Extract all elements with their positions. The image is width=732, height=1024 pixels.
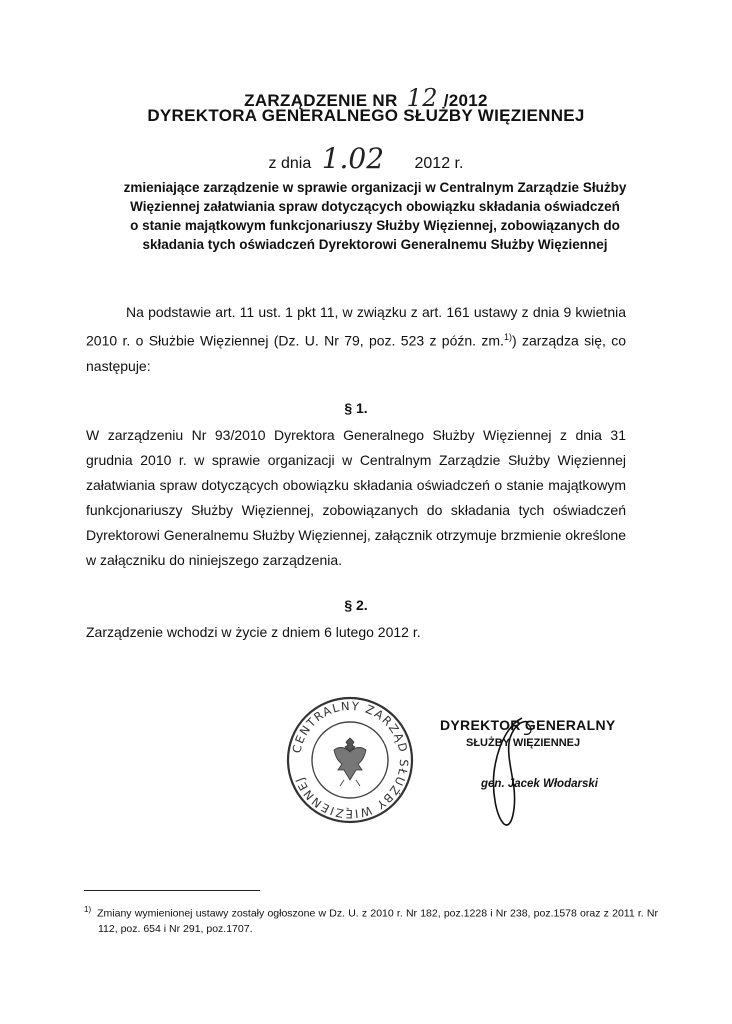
date-prefix: z dnia: [268, 155, 312, 172]
seal-text: CENTRALNY ZARZĄD SŁUŻBY WIĘZIENNEJ: [289, 698, 412, 822]
subject-line: Więziennej załatwiania spraw dotyczących obowiązku składania oświadczeń: [130, 199, 620, 214]
preamble: [86, 300, 626, 379]
footnote-ref: 1): [503, 332, 512, 342]
subject-line: składania tych oświadczeń Dyrektorowi Generalnemu Służby Więziennej: [142, 237, 608, 252]
subject-line: zmieniające zarządzenie w sprawie organizacji w Centralnym Zarządzie Służby: [123, 180, 627, 195]
handwritten-signature: [470, 712, 570, 832]
title-prefix: ZARZĄDZENIE NR: [244, 91, 398, 110]
footnote: [84, 902, 658, 937]
preamble-end: ) zarządza się, co następuje:: [86, 332, 626, 374]
issuer-line: DYREKTORA GENERALNEGO SŁUŻBY WIĘZIENNEJ: [147, 106, 585, 125]
signatory-name: gen. Jacek Włodarski: [481, 778, 598, 790]
title-suffix: /2012: [443, 91, 488, 110]
handwritten-date: 1.02: [321, 142, 385, 175]
date-suffix: 2012 r.: [414, 155, 464, 172]
signature-title-1: DYREKTOR GENERALNY: [440, 717, 616, 733]
preamble-text: Na podstawie art. 11 ust. 1 pkt 11, w związku z art. 161 ustawy z dnia 9 kwietnia 2010 r. o Służbie Więziennej (Dz. U. Nr 79, poz. 523 z późn. zm.: [86, 304, 626, 349]
section-1-heading: § 1.: [344, 400, 368, 416]
section-2-text: Zarządzenie wchodzi w życie z dniem 6 lutego 2012 r.: [86, 624, 421, 640]
official-seal: [284, 694, 416, 826]
signature-title-2: SŁUŻBY WIĘZIENNEJ: [466, 737, 581, 749]
date-line: [0, 142, 732, 175]
subject-line: o stanie majątkowym funkcjonariuszy Służby Więziennej, zobowiązanych do: [130, 218, 620, 233]
section-2-heading: § 2.: [344, 597, 368, 613]
footnote-marker: 1): [84, 905, 92, 914]
footnote-separator: [84, 890, 260, 891]
footnote-text: Zmiany wymienionej ustawy zostały ogłoszone w Dz. U. z 2010 r. Nr 182, poz.1228 i Nr 238, poz.1578 oraz z 2011 r. Nr 112, poz. 654 i Nr 291, poz.1707.: [97, 907, 658, 935]
handwritten-number: 12: [406, 84, 438, 112]
eagle-emblem-icon: [334, 738, 366, 786]
subject-block: [80, 178, 670, 254]
section-1-text: W zarządzeniu Nr 93/2010 Dyrektora Generalnego Służby Więziennej z dnia 31 grudnia 2010 r. w sprawie organizacji w Centralnym Zarządzie Służby Więziennej załatwiania spraw dotyczących obowiązku składania oświadczeń o stanie majątkowym funkcjonariuszy Służby Więziennej, zobowiązanych do składania tych oświadczeń Dyrektorowi Generalnemu Służby Więziennej, załącznik otrzymuje brzmienie określone w załączniku do niniejszego zarządzenia.: [86, 427, 626, 568]
